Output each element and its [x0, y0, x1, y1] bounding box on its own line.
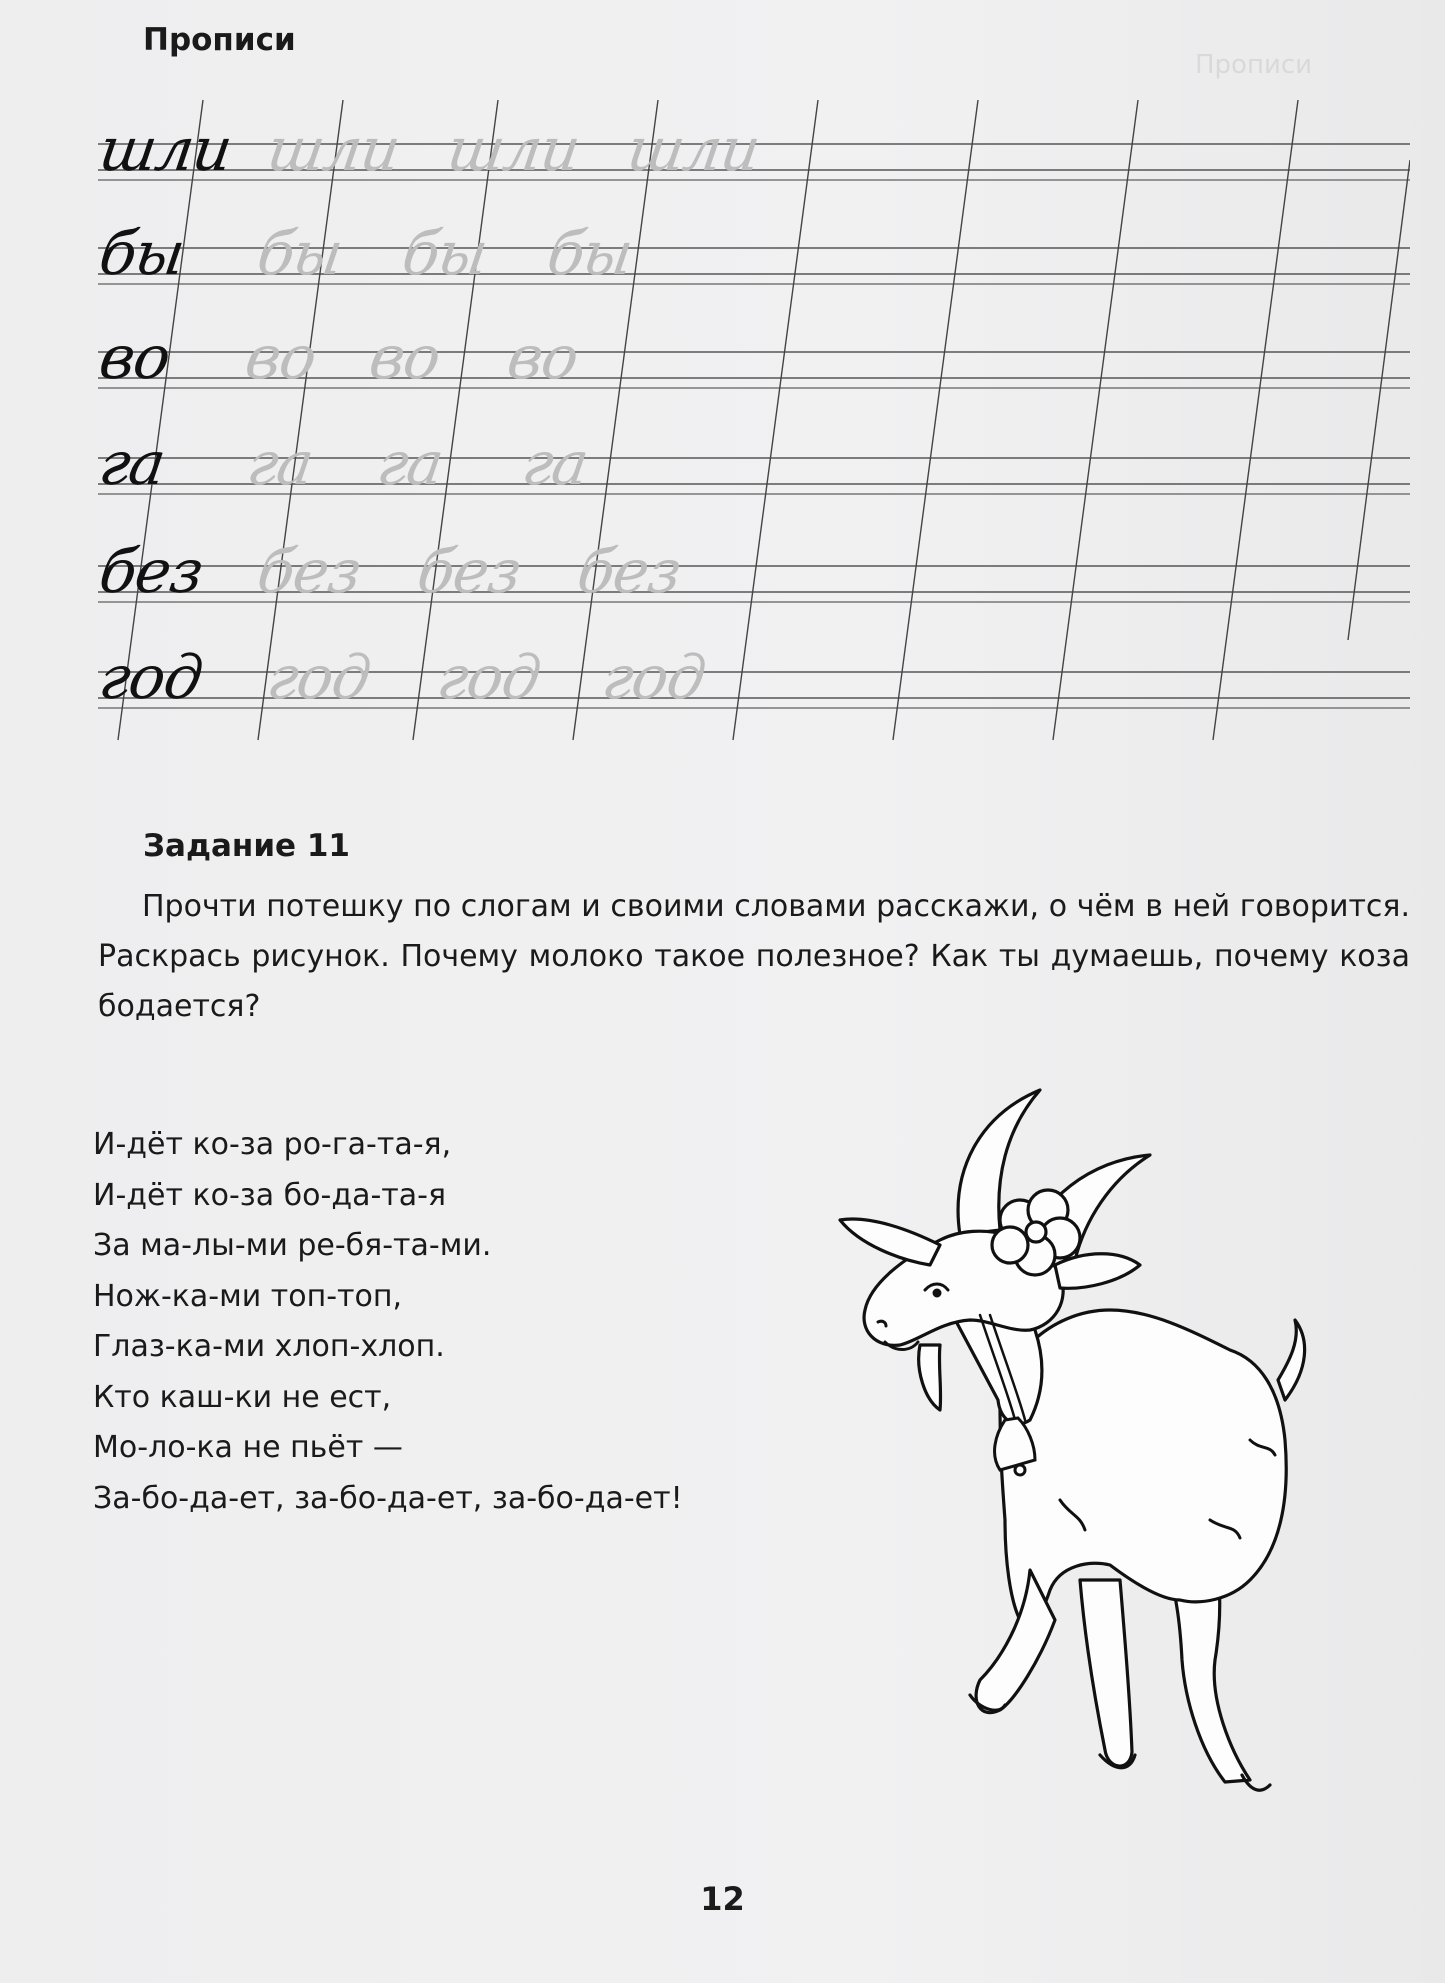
copy-row	[95, 212, 1410, 292]
poem	[93, 1120, 683, 1524]
trace-syllable[interactable]: во	[503, 323, 582, 393]
page-number: 12	[700, 1880, 745, 1918]
trace-syllable[interactable]: га	[518, 429, 593, 499]
trace-syllable[interactable]: бы	[253, 219, 347, 289]
trace-syllable[interactable]: шли	[443, 115, 584, 185]
trace-syllable[interactable]: шли	[263, 115, 404, 185]
model-syllable: бы	[95, 219, 189, 289]
task-instruction	[98, 882, 1410, 1032]
poem-line: Мо-ло-ка не пьёт —	[93, 1430, 403, 1465]
trace-syllable[interactable]: бы	[398, 219, 492, 289]
poem-line: Глаз-ка-ми хлоп-хлоп.	[93, 1329, 445, 1364]
poem-line: За-бо-да-ет, за-бо-да-ет, за-бо-да-ет!	[93, 1480, 683, 1516]
section-title: Прописи	[143, 22, 296, 58]
trace-syllable[interactable]: без	[573, 537, 685, 607]
copy-row	[95, 636, 1410, 716]
trace-syllable[interactable]: год	[598, 643, 710, 713]
trace-syllable[interactable]: без	[253, 537, 365, 607]
trace-syllable[interactable]: шли	[623, 115, 764, 185]
copy-row	[95, 108, 1410, 188]
poem-line: Кто каш-ки не ест,	[93, 1379, 392, 1415]
copy-row	[95, 530, 1410, 610]
trace-syllable[interactable]: во	[365, 323, 444, 393]
poem-line: И-дёт ко-за ро-га-та-я,	[93, 1127, 452, 1162]
trace-syllable[interactable]: бы	[543, 219, 637, 289]
poem-line: За ма-лы-ми ре-бя-та-ми.	[93, 1228, 492, 1263]
model-syllable: шли	[95, 115, 236, 185]
model-syllable: без	[95, 537, 207, 607]
copy-row	[95, 316, 1410, 396]
task-title: Задание 11	[143, 828, 350, 864]
copy-row	[95, 422, 1410, 502]
trace-syllable[interactable]: год	[263, 643, 375, 713]
goat-illustration[interactable]	[830, 1060, 1430, 1840]
model-syllable: во	[95, 323, 174, 393]
copybook-area	[95, 100, 1410, 760]
poem-line: Нож-ка-ми топ-топ,	[93, 1278, 403, 1314]
trace-syllable[interactable]: га	[243, 429, 318, 499]
model-syllable: год	[95, 643, 207, 713]
trace-syllable[interactable]: во	[241, 323, 320, 393]
trace-syllable[interactable]: га	[373, 429, 448, 499]
show-through-text: Прописи	[1195, 50, 1313, 80]
task-instruction-text: Прочти потешку по слогам и своими словами расскажи, о чём в ней говорится. Раскрась рисунок. Почему молоко такое полезное? Как ты думаешь, почему коза бодается?	[98, 889, 1410, 1024]
trace-syllable[interactable]: год	[433, 643, 545, 713]
trace-syllable[interactable]: без	[413, 537, 525, 607]
poem-line: И-дёт ко-за бо-да-та-я	[93, 1177, 447, 1213]
model-syllable: га	[95, 429, 170, 499]
